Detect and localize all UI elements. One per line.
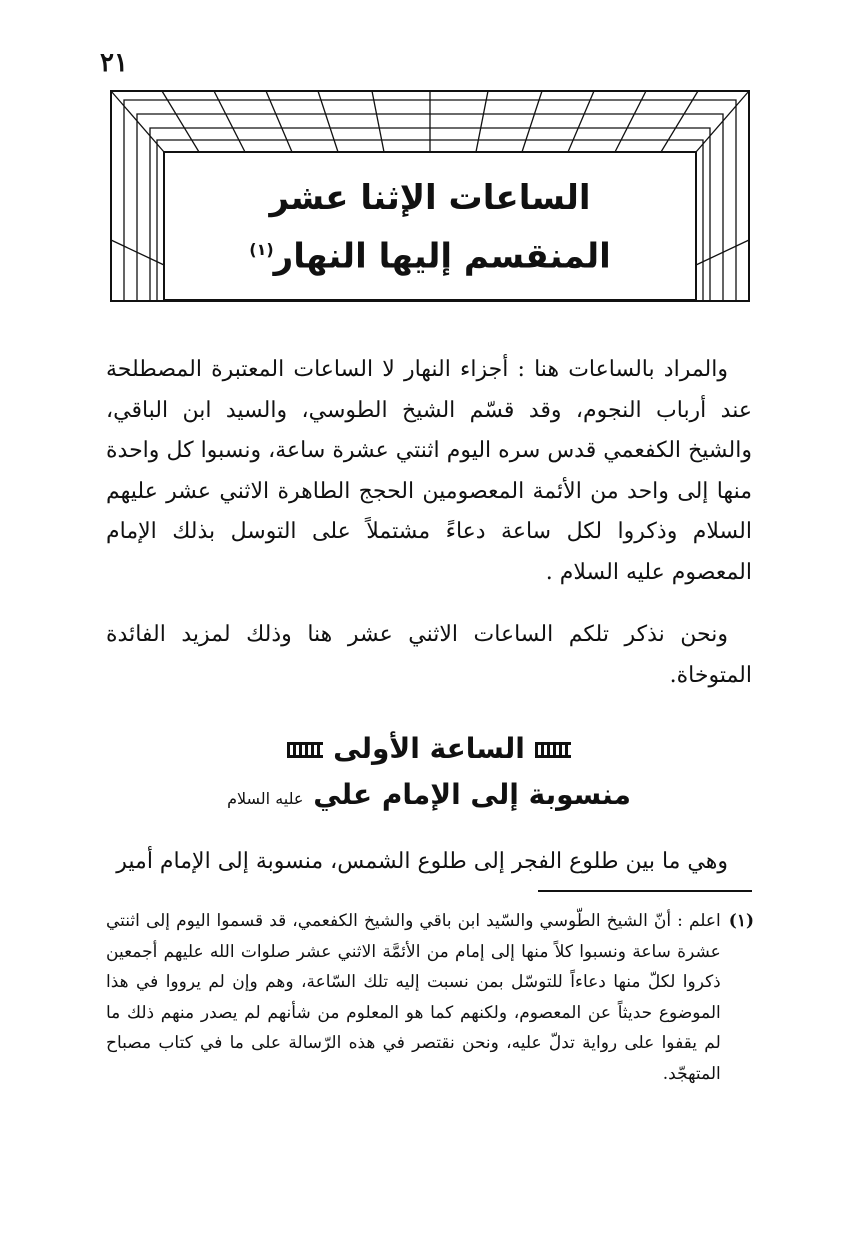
footnote <box>106 906 754 1089</box>
section-heading2-text: منسوبة إلى الإمام علي <box>313 778 631 811</box>
section-heading1-text: الساعة الأولى <box>333 732 525 765</box>
footnote-reference: (١) <box>249 239 274 259</box>
chapter-title-line2-text: المنقسم إليها النهار <box>273 236 611 277</box>
footnote-text: اعلم : أنّ الشيخ الطّوسي والسّيد ابن باقي والشيخ الكفعمي، قد قسموا اليوم إلى اثنتي عشرة ساعة ونسبوا كلاً منها إلى إمام من الأئمَّة الاثني عشر صلوات الله عليهم أجمعين ذكروا لكلّ منها دعاءاً للتوسّل بمن نسبت إليه تلك السّاعة، وهم وإن لم يرووا في هذا الموضوع حديثاً عن المعصوم، ولكنهم كما هو المعلوم من شأنهم لم يصدر منهم ذلك ما لم يقفوا على رواية تدلّ عليه، ونحن نقتصر في هذه الرّسالة على ما في كتاب مصباح المتهجّد. <box>106 911 721 1084</box>
honorific-mark: عليه السلام <box>227 789 304 808</box>
second-paragraph: ونحن نذكر تلكم الساعات الاثني عشر هنا وذلك لمزيد الفائدة المتوخاة. <box>106 622 752 688</box>
footnote-marker: (١) <box>728 911 754 931</box>
chapter-title-line1: الساعات الإثنا عشر <box>269 177 591 218</box>
page-number: ٢١ <box>100 48 128 78</box>
intro-paragraph: والمراد بالساعات هنا : أجزاء النهار لا الساعات المعتبرة المصطلحة عند أرباب النجوم، وقد قسّم الشيخ الطوسي، والسيد ابن الباقي، والشيخ الكفعمي قدس سره اليوم اثنتي عشرة ساعة، ونسبوا كل واحدة منها إلى واحد من الأئمة المعصومين الحجج الطاهرة الاثني عشر عليهم السلام وذكروا لكل ساعة دعاءً مشتملاً على التوسل بذلك الإمام المعصوم عليه السلام . <box>106 357 752 585</box>
chapter-title <box>164 152 696 302</box>
ornament-right <box>535 742 571 758</box>
ornament-left <box>287 742 323 758</box>
chapter-title-frame <box>110 90 750 302</box>
third-paragraph: وهي ما بين طلوع الفجر إلى طلوع الشمس، منسوبة إلى الإمام أمير <box>116 849 728 874</box>
footnote-separator <box>538 890 752 892</box>
chapter-title-line2 <box>249 224 611 282</box>
section-heading-first-hour <box>106 726 752 772</box>
section-subheading <box>106 772 752 822</box>
